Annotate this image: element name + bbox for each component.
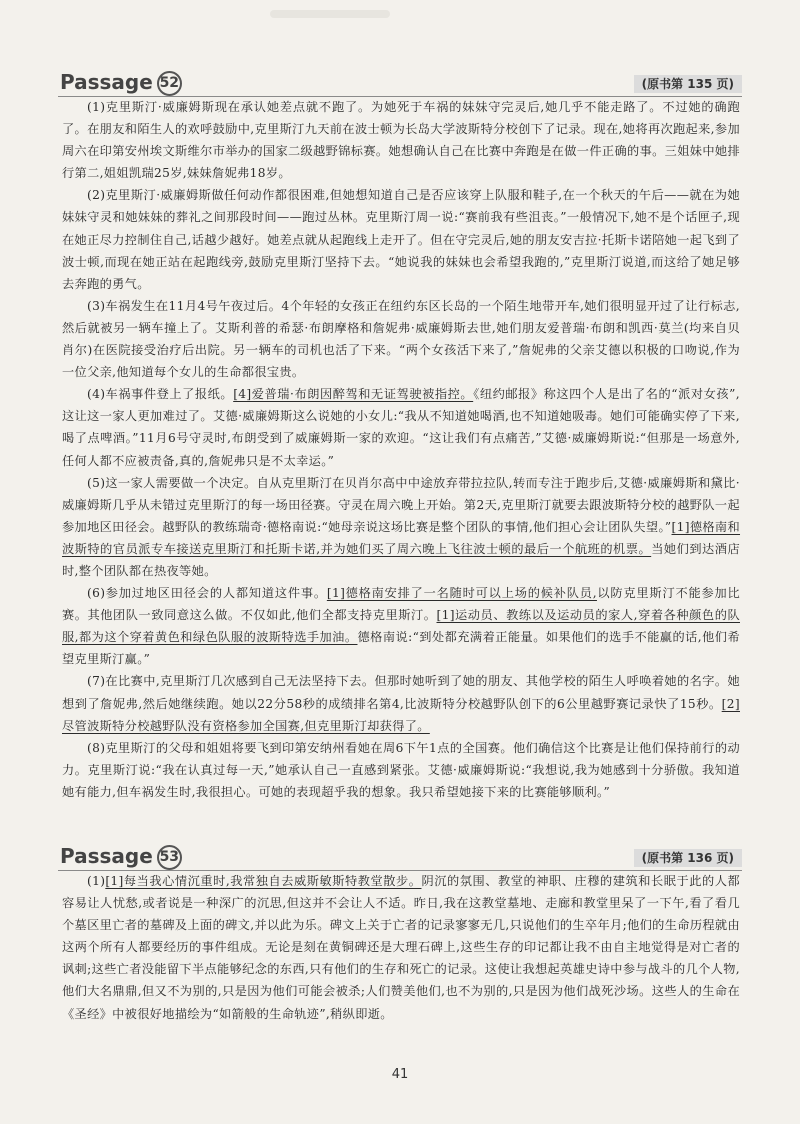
paragraph-4-text-b: 《纽约邮报》称这四个人是出了名的“派对女孩”,这让这一家人更加难过了。艾德·威廉姆斯这么说她的小女儿:“我从不知道她喝酒,也不知道她吸毒。她们可能确实停了下来,喝了点啤酒。”11月6号守灵时,布朗受到了威廉姆斯一家的欢迎。“这让我们有点痛苦,”艾德·威廉姆斯说:“但那是一场意外,任何人都不应被责备,真的,詹妮弗只是不太幸运。” — [62, 387, 740, 468]
paragraph-7-text-a: (7)在比赛中,克里斯汀几次感到自己无法坚持下去。但那时她听到了她的朋友、其他学校的陌生人呼唤着她的名字。她想到了詹妮弗,然后她继续跑。她以22分58秒的成绩排名第4,比波斯特分校越野队创下的6公里越野赛记录快了15秒。 — [62, 674, 740, 711]
paragraph-5 — [62, 472, 740, 582]
paragraph-5-text-a: (5)这一家人需要做一个决定。自从克里斯汀在贝肖尔高中中途放弃带拉拉队,转而专注于跑步后,艾德·威廉姆斯和黛比·威廉姆斯几乎从未错过克里斯汀的每一场田径赛。守灵在周六晚上开始。第2天,克里斯汀就要去跟波斯特分校的越野队一起参加地区田径会。越野队的教练瑞奇·德格南说:“她母亲说这场比赛是整个团队的事情,他们担心会让团队失望。” — [62, 475, 740, 534]
paragraph-1-text-b: 阴沉的氛围、教堂的神职、庄穆的建筑和长眠于此的人都容易让人忧愁,或者说是一种深广的沉思,但这并不会让人不适。昨日,我在这教堂墓地、走廊和教堂里呆了一下午,看了看几个墓区里亡者的墓碑及上面的碑文,并以此为乐。碑文上关于亡者的记录寥寥无几,只说他们的生卒年月;他们的生命历程就由这两个所有人都要经历的事件组成。无论是刻在黄铜碑还是大理石碑上,这些生存的印记都让我不由自主地觉得是对亡者的讽刺;这些亡者没能留下半点能够纪念的东西,只有他们的生存和死亡的记录。这使让我想起英雄史诗中参与战斗的几个人物,他们大名鼎鼎,但又不为别的,只是因为他们可能会被杀;人们赞美他们,也不为别的,只是因为他们战死沙场。这些人的生命在《圣经》中被很好地描绘为“如箭般的生命轨迹”,稍纵即逝。 — [62, 874, 740, 1021]
passage-53-body — [62, 870, 740, 1025]
paragraph-6 — [62, 582, 740, 670]
passage-label: Passage — [60, 844, 153, 868]
paragraph-1 — [62, 870, 740, 1025]
passage-53-title — [60, 844, 182, 870]
passage-number-badge: 52 — [157, 71, 182, 96]
paragraph-2: (2)克里斯汀·威廉姆斯做任何动作都很困难,但她想知道自己是否应该穿上队服和鞋子,在一个秋天的午后——就在为她妹妹守灵和她妹妹的葬礼之间那段时间——跑过丛林。克里斯汀周一说:“赛前我有些沮丧。”一般情况下,她不是个话匣子,现在她正尽力控制住自己,话越少越好。她差点就从起跑线上走开了。但在守完灵后,她的朋友安吉拉·托斯卡诺陪她一起飞到了波士顿,而现在她正站在起跑线旁,鼓励克里斯汀坚持下去。“她说我的妹妹也会希望我跑的,”克里斯汀说道,而这给了她足够去奔跑的勇气。 — [62, 188, 740, 291]
paragraph-4-text-a: (4)车祸事件登上了报纸。 — [87, 387, 234, 402]
paragraph-7 — [62, 670, 740, 736]
passage-52-header — [58, 70, 742, 97]
underlined-answer-clue: [2]尽管波斯特分校越野队没有资格参加全国赛,但克里斯汀却获得了。 — [62, 696, 740, 733]
paragraph-4 — [62, 383, 740, 471]
passage-label: Passage — [60, 70, 153, 94]
paragraph-1-text-a: (1) — [87, 874, 106, 888]
paragraph-8: (8)克里斯汀的父母和姐姐将要飞到印第安纳州看她在周6下午1点的全国赛。他们确信这个比赛是让他们保持前行的动力。克里斯汀说:“我在认真过每一天,”她承认自己一直感到紧张。艾德·威廉姆斯说:“我想说,我为她感到十分骄傲。我知道她有能力,但车祸发生时,我很担心。可她的表现超乎我的想象。我只希望她接下来的比赛能够顺利。” — [62, 740, 740, 799]
book-page-reference: (原书第 135 页) — [634, 75, 742, 93]
scan-smudge — [270, 10, 390, 18]
underlined-answer-clue: [4]爱普瑞·布朗因醉驾和无证驾驶被指控。 — [233, 387, 474, 402]
underlined-answer-clue: [1]德格南安排了一名随时可以上场的候补队员, — [326, 586, 597, 601]
page-number: 41 — [391, 1067, 409, 1082]
underlined-answer-clue: [1]运动员、教练以及运动员的家人,穿着各种颜色的队服,都为这个穿着黄色和绿色队服的波斯特选手加油。 — [62, 608, 740, 645]
passage-53-header — [58, 844, 742, 871]
passage-52-title — [60, 70, 182, 96]
underlined-answer-clue: [1]德格南和波斯特的官员派专车接送克里斯汀和托斯卡诺,并为她们买了周六晚上飞往波士顿的最后一个航班的机票。 — [62, 519, 741, 556]
paragraph-6-text-a: (6)参加过地区田径会的人都知道这件事。 — [87, 586, 327, 601]
passage-52-body — [62, 96, 740, 803]
paragraph-6-text-c: 德格南说:“到处都充满着正能量。如果他们的选手不能赢的话,他们希望克里斯汀赢。” — [62, 630, 740, 667]
paragraph-6-text-b: 以防克里斯汀不能参加比赛。其他团队一致同意这么做。不仅如此,他们全都支持克里斯汀。 — [62, 586, 741, 623]
book-page-reference: (原书第 136 页) — [634, 849, 742, 867]
passage-number-badge: 53 — [157, 845, 182, 870]
paragraph-1: (1)克里斯汀·威廉姆斯现在承认她差点就不跑了。为她死于车祸的妹妹守完灵后,她几乎不能走路了。不过她的确跑了。在朋友和陌生人的欢呼鼓励中,克里斯汀九天前在波士顿为长岛大学波斯特分校创下了记录。现在,她将再次跑起来,参加周六在印第安州埃文斯维尔市举办的国家二级越野锦标赛。她想确认自己在比赛中奔跑是在做一件正确的事。三姐妹中她排行第二,姐姐凯瑞25岁,妹妹詹妮弗18岁。 — [62, 100, 740, 181]
paragraph-5-text-b: 当她们到达酒店时,整个团队都在热夜等她。 — [62, 541, 741, 578]
underlined-answer-clue: [1]每当我心情沉重时,我常独自去威斯敏斯特教堂散步。 — [105, 874, 422, 888]
paragraph-3: (3)车祸发生在11月4号午夜过后。4个年轻的女孩正在纽约东区长岛的一个陌生地带开车,她们很明显开过了让行标志,然后就被另一辆车撞上了。艾斯利普的希瑟·布朗摩格和詹妮弗·威廉姆斯去世,她们朋友爱普瑞·布朗和凯西·莫兰(均来自贝肖尔)在医院接受治疗后出院。另一辆车的司机也活了下来。“两个女孩活下来了,”詹妮弗的父亲艾德以积极的口吻说,作为一位父亲,他知道每个女儿的生命都很宝贵。 — [62, 298, 740, 380]
